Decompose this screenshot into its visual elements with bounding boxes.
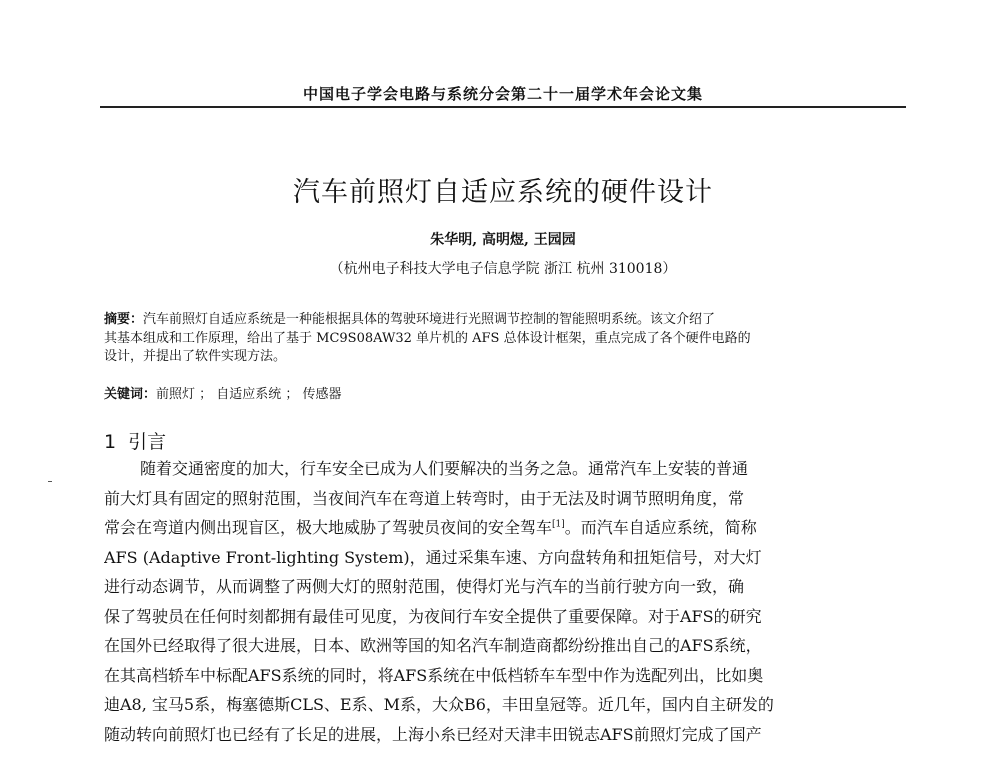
body-line: 随动转向前照灯也已经有了长足的进展，上海小糸已经对天津丰田锐志AFS前照灯完成了国产	[104, 724, 762, 744]
body-line: 在国外已经取得了很大进展，日本、欧洲等国的知名汽车制造商都纷纷推出自己的AFS系统，	[104, 636, 762, 655]
section-heading	[104, 427, 166, 454]
margin-mark	[48, 481, 52, 482]
body-line	[104, 513, 906, 543]
running-header: 中国电子学会电路与系统分会第二十一届学术年会论文集	[302, 85, 703, 103]
body-line: 随着交通密度的加大，行车安全已成为人们要解决的当务之急。通常汽车上安装的普通	[140, 459, 749, 478]
body-line: 在其高档轿车中标配AFS系统的同时，将AFS系统在中低档轿车车型中作为选配列出，比如奥	[104, 665, 764, 685]
body-line: 前大灯具有固定的照射范围，当夜间汽车在弯道上转弯时，由于无法及时调节照明角度，常	[104, 488, 745, 508]
abstract-text-1: 汽车前照灯自适应系统是一种能根据具体的驾驶环境进行光照调节控制的智能照明系统。该文介绍了	[143, 312, 716, 327]
body-line: 迪A8, 宝马5系，梅塞德斯CLS、E系、M系，大众B6，丰田皇冠等。近几年，国内自主研发的	[104, 695, 774, 714]
section-title: 引言	[128, 431, 167, 453]
affiliation: （杭州电子科技大学电子信息学院 浙江 杭州 310018）	[329, 261, 677, 277]
section-number: 1	[104, 431, 117, 453]
paper-title: 汽车前照灯自适应系统的硬件设计	[293, 177, 713, 208]
abstract-line-1	[104, 311, 904, 330]
author-list: 朱华明, 高明煜, 王园园	[430, 232, 576, 248]
abstract-line-3: 设计，并提出了软件实现方法。	[104, 349, 287, 364]
keywords-text: 前照灯 ； 自适应系统 ； 传感器	[156, 387, 342, 402]
body-text-segment: 。而汽车自适应系统，简称	[564, 518, 757, 537]
body-paragraph	[104, 454, 906, 749]
body-line: AFS (Adaptive Front-lighting System)，通过采集车速、方向盘转角和扭矩信号，对大灯	[104, 547, 762, 567]
body-text-segment: 常会在弯道内侧出现盲区，极大地威胁了驾驶员夜间的安全驾车	[104, 518, 553, 537]
body-line: 进行动态调节，从而调整了两侧大灯的照射范围，使得灯光与汽车的当前行驶方向一致，确	[104, 577, 745, 596]
header-rule	[100, 106, 906, 108]
body-line: 保了驾驶员在任何时刻都拥有最佳可见度，为夜间行车安全提供了重要保障。对于AFS的研究	[104, 606, 762, 626]
keywords	[104, 383, 904, 402]
abstract-line-2: 其基本组成和工作原理，给出了基于 MC9S08AW32 单片机的 AFS 总体设计框架，重点完成了各个硬件电路的	[104, 330, 751, 346]
citation-ref[interactable]: [1]	[552, 519, 565, 530]
keywords-label: 关键词：	[104, 387, 157, 402]
abstract-label: 摘要：	[104, 312, 144, 327]
abstract	[104, 311, 904, 367]
